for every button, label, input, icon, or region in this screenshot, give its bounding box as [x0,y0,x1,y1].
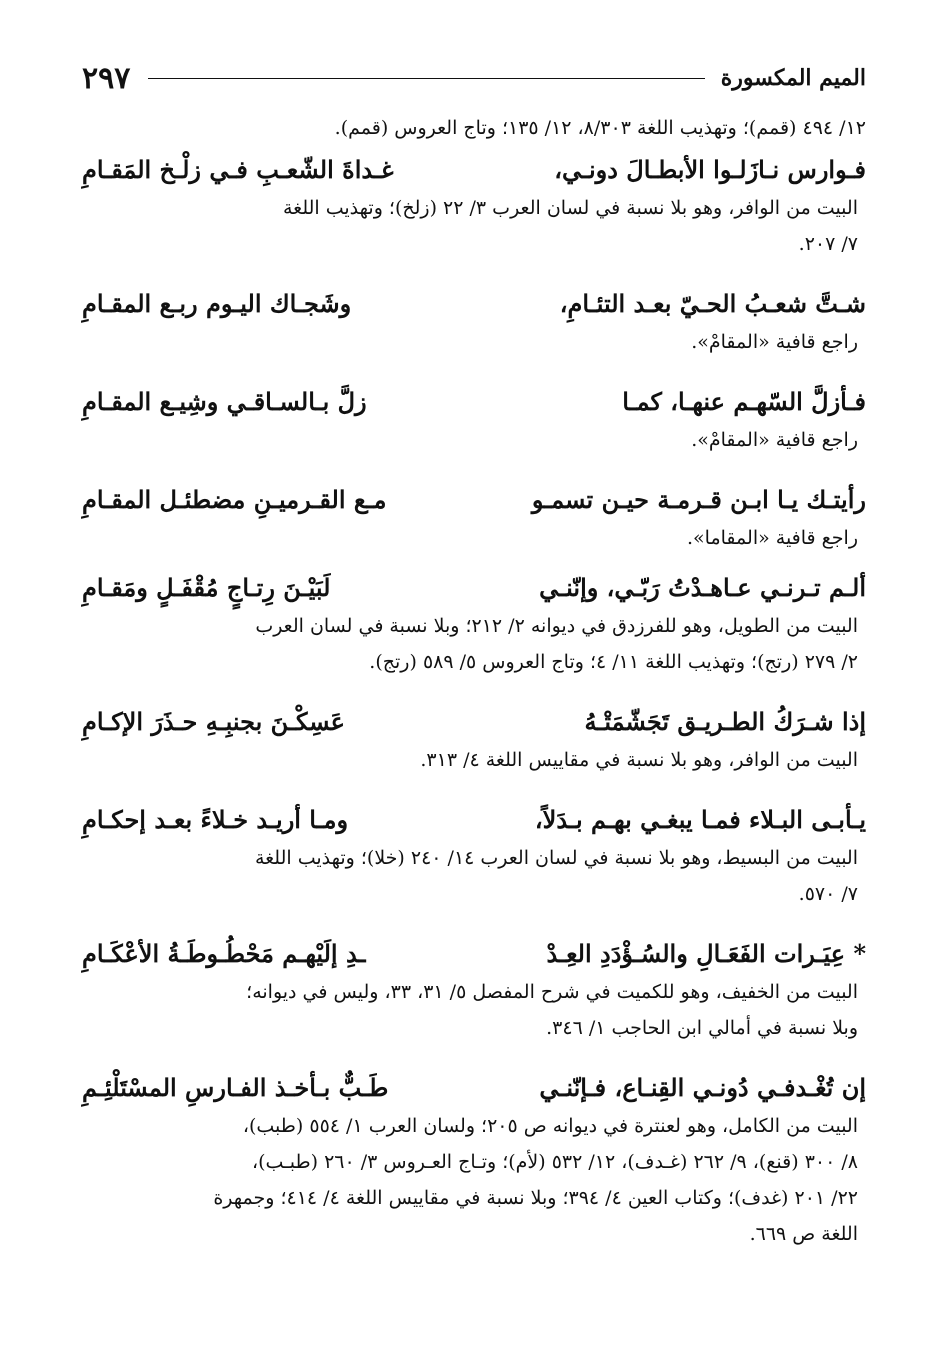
entry [82,150,866,262]
note-line: البيت من الخفيف، وهو للكميت في شرح المفصل ٥/ ٣١، ٣٣، وليس في ديوانه؛ [246,981,858,1003]
verse [82,702,866,742]
note-line: البيت من الوافر، وهو بلا نسبة في لسان العرب ٣/ ٢٢ (زلخ)؛ وتهذيب اللغة [282,197,858,219]
verse [82,284,866,324]
note-line: وبلا نسبة في أمالي ابن الحاجب ١/ ٣٤٦. [546,1017,858,1039]
page-header [82,58,866,98]
note-line: ٧/ ٥٧٠. [798,883,858,905]
second-hemistich: غـداةَ الشّعـبِ فـي زلْـخ المَقـامِ [82,155,394,184]
verse [82,934,866,974]
second-hemistich: زلَّ بـالسـاقـي وشِيـع المقـامِ [82,387,367,416]
note-line: البيت من الكامل، وهو لعنترة في ديوانه ص ٢٠٥؛ ولسان العرب ١/ ٥٥٤ (طبب)، [242,1115,858,1137]
first-hemistich: ألـم تـرنـي عـاهـدْتُ رَبّـي، وإنّنـي [539,573,866,602]
note-line: راجع قافية «المقامْ». [691,331,858,353]
note-line: راجع قافية «المقامْ». [691,429,858,451]
entry [82,800,866,912]
note-line: ٧/ ٢٠٧. [798,233,858,255]
entry [82,480,866,556]
page-number: ٢٩٧ [82,60,131,96]
entry [82,382,866,458]
entry [82,284,866,360]
first-hemistich: * عِيَـرات الفَعَـالِ والسُـؤْدَدِ العِـدْ [546,939,866,968]
note-line: البيت من الطويل، وهو للفرزدق في ديوانه ٢/ ٢١٢؛ وبلا نسبة في لسان العرب [255,615,858,637]
second-hemistich: ـدِ إلَيْهـم مَحْطُـوطَـةُ الأعْكَـامِ [82,939,366,968]
note-line: راجع قافية «المقاما». [687,527,858,549]
header-rule [148,78,704,79]
verse [82,150,866,190]
second-hemistich: طَـبٌّ بـأخـذ الفـارسِ المسْتَلْئِـمِ [82,1073,389,1102]
note-line: اللغة ص ٦٦٩. [749,1223,858,1245]
note-line: البيت من البسيط، وهو بلا نسبة في لسان العرب ١٤/ ٢٤٠ (خلا)؛ وتهذيب اللغة [254,847,858,869]
first-hemistich: إن تُغْـدفـي دُونـي القِنـاع، فـإنّنـي [539,1073,866,1102]
second-hemistich: وشَجـاك اليـوم ربـع المقـامِ [82,289,352,318]
first-hemistich: رأيتـك يـا ابـن قـرمـة حيـن تسمـو [531,485,866,514]
entry [82,1068,866,1252]
running-title: الميم المكسورة [720,65,866,91]
note-line: البيت من الوافر، وهو بلا نسبة في مقاييس اللغة ٤/ ٣١٣. [420,749,858,771]
first-hemistich: يـأبـى البـلاء فمـا يبغـي بهـم بـدَلاً، [534,805,866,834]
second-hemistich: عَسِكْـنَ بجنبِـهِ حـذَرَ الإكـامِ [82,707,345,736]
first-hemistich: فـأزلَّ السّهـم عنهـا، كمـا [622,387,866,416]
second-hemistich: لَبَيْـنَ رِتـاجٍ مُقْفَـلٍ ومَقـامِ [82,573,331,602]
first-hemistich: شـتَّ شعـبُ الحـيّ بعـد التئـامِ، [559,289,866,318]
entry [82,568,866,680]
verse [82,1068,866,1108]
note-line: ٨/ ٣٠٠ (قنع)، ٩/ ٢٦٢ (غـدف)، ١٢/ ٥٣٢ (لأم)؛ وتـاج العـروس ٣/ ٢٦٠ (طبـب)، [251,1151,858,1173]
second-hemistich: ومـا أريـد خـلاءً بعـد إحكـامِ [82,805,349,834]
first-hemistich: إذا شـرَكُ الطـريـق تَجَشّمَتْـهُ [584,707,866,736]
second-hemistich: مـع القـرميـنِ مضطئـل المقـامِ [82,485,387,514]
verse [82,480,866,520]
note-line: ٢٢/ ٢٠١ (غدف)؛ وكتاب العين ٤/ ٣٩٤؛ وبلا نسبة في مقاييس اللغة ٤/ ٤١٤؛ وجمهرة [213,1187,858,1209]
entry [82,110,866,146]
verse [82,568,866,608]
verse [82,800,866,840]
first-hemistich: فـوارس نـازَلـوا الأبطـالَ دونـي، [554,155,866,184]
entry [82,934,866,1046]
verse [82,382,866,422]
note-line: ١٢/ ٤٩٤ (قمم)؛ وتهذيب اللغة ٨/٣٠٣، ١٢/ ١٣٥؛ وتاج العروس (قمم). [334,117,866,139]
entry [82,702,866,778]
note-line: ٢/ ٢٧٩ (رتج)؛ وتهذيب اللغة ١١/ ٤؛ وتاج العروس ٥/ ٥٨٩ (رتج). [369,651,858,673]
